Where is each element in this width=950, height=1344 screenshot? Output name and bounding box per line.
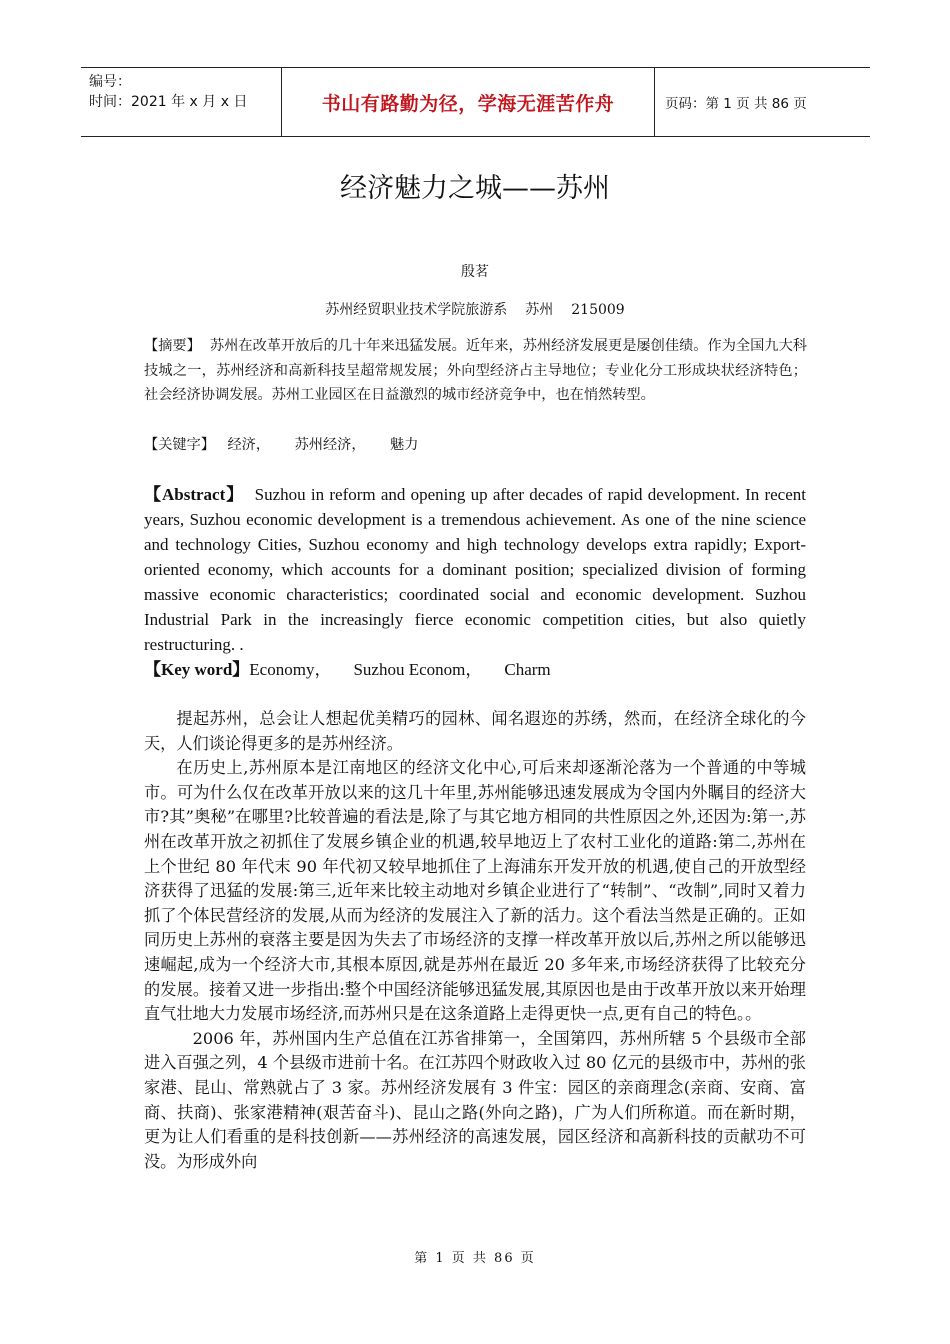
- affiliation-city: 苏州: [525, 302, 554, 318]
- keyword-cn: 经济，: [227, 437, 271, 453]
- keywords-cn: [144, 433, 807, 457]
- doc-number-label: 编号：: [89, 74, 131, 90]
- date-label: 时间：2021 年 x 月 x 日: [89, 94, 248, 110]
- keyword-en: Charm: [504, 660, 551, 679]
- abstract-cn-text: 苏州在改革开放后的几十年来迅猛发展。近年来，苏州经济发展更是屡创佳绩。作为全国九大科技城之一，苏州经济和高新科技呈超常规发展；外向型经济占主导地位；专业化分工形成块状经济特色；社会经济协调发展。苏州工业园区在日益激烈的城市经济竞争中，也在悄然转型。: [144, 338, 807, 403]
- header-meta: [81, 68, 281, 136]
- keyword-en: Economy，: [249, 660, 332, 679]
- keywords-en-label: 【Key word】: [144, 660, 250, 679]
- keywords-en: [144, 657, 806, 682]
- keyword-en: Suzhou Econom，: [353, 660, 483, 679]
- body-text: [144, 707, 806, 1174]
- keywords-cn-label: 【关键字】: [144, 437, 215, 453]
- abstract-en: [144, 482, 806, 657]
- keyword-cn: 苏州经济，: [294, 437, 366, 453]
- affiliation-dept: 苏州经贸职业技术学院旅游系: [325, 302, 508, 318]
- body-paragraph: 提起苏州，总会让人想起优美精巧的园林、闻名遐迩的苏绣，然而，在经济全球化的今天，人们谈论得更多的是苏州经济。: [144, 709, 806, 753]
- body-paragraph: 2006 年，苏州国内生产总值在江苏省排第一，全国第四，苏州所辖 5 个县级市全部进入百强之列，4 个县级市进前十名。在江苏四个财政收入过 80 亿元的县级市中，苏州的张家港、昆山、常熟就占了 3 家。苏州经济发展有 3 件宝：园区的亲商理念(亲商、安商、富商、扶商)、张家港精神(艰苦奋斗)、昆山之路(外向之路)，广为人们所称道。而在新时期，更为让人们看重的是科技创新——苏州经济的高速发展，园区经济和高新科技的贡献功不可没。为形成外向: [144, 1028, 806, 1171]
- header-motto: 书山有路勤为径，学海无涯苦作舟: [281, 68, 655, 136]
- page-footer: 第 1 页 共 86 页: [414, 1251, 536, 1266]
- keyword-cn: 魅力: [390, 437, 419, 453]
- document-title: 经济魅力之城——苏州: [340, 173, 610, 204]
- body-paragraph: 在历史上,苏州原本是江南地区的经济文化中心,可后来却逐渐沦落为一个普通的中等城市。可为什么仅在改革开放以来的这几十年里,苏州能够迅速发展成为令国内外瞩目的经济大市?其”奥秘”在哪里?比较普遍的看法是,除了与其它地方相同的共性原因之外,还因为:第一,苏州在改革开放之初抓住了发展乡镇企业的机遇,较早地迈上了农村工业化的道路:第二,苏州在上个世纪 80 年代末 90 年代初又较早地抓住了上海浦东开发开放的机遇,使自己的开放型经济获得了迅猛的发展:第三,近年来比较主动地对乡镇企业进行了“转制”、“改制”,同时又着力抓了个体民营经济的发展,从而为经济的发展注入了新的活力。这个看法当然是正确的。正如同历史上苏州的衰落主要是因为失去了市场经济的支撑一样改革开放以后,苏州之所以能够迅速崛起,成为一个经济大市,其根本原因,就是苏州在最近 20 多年来,市场经济获得了比较充分的发展。接着又进一步指出:整个中国经济能够迅猛发展,其原因也是由于改革开放以来开始理直气壮地大力发展市场经济,而苏州只是在这条道路上走得更快一点,更有自己的特色。。: [144, 758, 806, 1024]
- abstract-cn: [144, 334, 807, 408]
- abstract-cn-label: 【摘要】: [144, 338, 201, 354]
- page-header: [81, 67, 870, 137]
- page-number-label: 页码：第 1 页 共 86 页: [665, 96, 807, 112]
- author-affiliation: [0, 299, 950, 319]
- abstract-en-label: 【Abstract】: [144, 485, 245, 504]
- author-name: 殷茗: [461, 264, 489, 280]
- affiliation-postcode: 215009: [571, 302, 625, 318]
- abstract-en-text: Suzhou in reform and opening up after decades of rapid development. In recent years, Suzhou economic development is a tremendous achievement. As one of the nine science and technology Cities, Suzhou economy and high technology develops extra rapidly; Export-oriented economy, which accounts for a dominant position; specialized division of forming massive economic characteristics; coordinated social and economic development. Suzhou Industrial Park in the increasingly fierce economic competition cities, but also quietly restructuring. .: [144, 485, 806, 654]
